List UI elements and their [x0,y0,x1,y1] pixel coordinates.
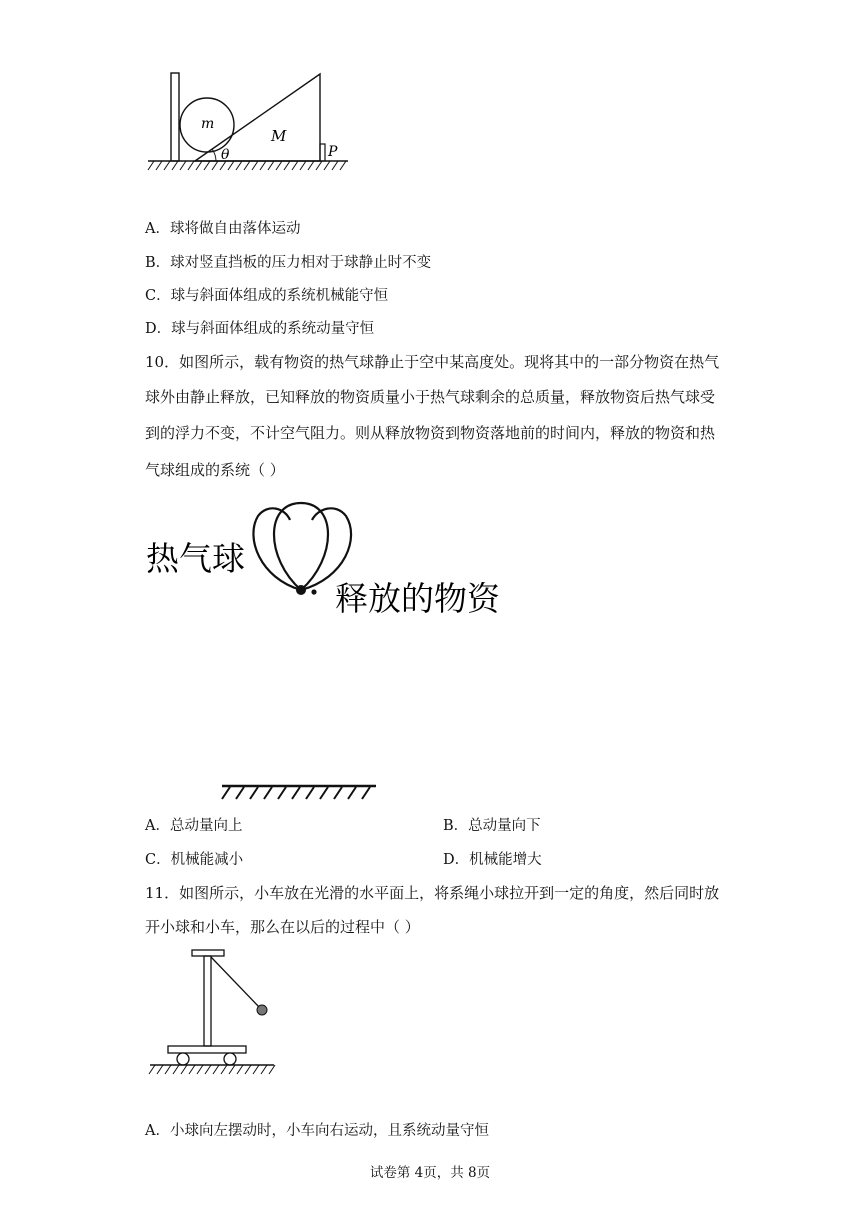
label-P: P [328,144,338,160]
q10-option-b-text: 总动量向下 [468,818,541,834]
q10-stem-line-4: 气球组成的系统（ ） [145,461,285,479]
balloon-center-lobe [274,503,328,590]
q10-ground-hatch [222,787,370,799]
q10-option-c-letter: C． [145,852,171,868]
q11-stem-line-2: 开小球和小车，那么在以后的过程中（ ） [145,918,420,936]
block-p [320,144,325,161]
q9-option-d-text: 球与斜面体组成的系统动量守恒 [171,321,375,337]
q10-option-b [443,816,541,836]
q9-option-a [145,219,300,239]
q11-stem-line-1: 11．如图所示，小车放在光滑的水平面上，将系绳小球拉开到一定的角度，然后同时放 [145,884,720,902]
label-m: m [201,116,215,132]
q10-option-c [145,850,243,870]
page-footer: 试卷第 4页，共 8页 [369,1165,491,1181]
pendulum-top-bar [192,950,224,956]
q9-option-c-letter: C． [145,288,171,304]
q10-option-d-letter: D． [443,852,470,868]
q10-option-a-letter: A． [145,818,170,834]
q9-option-c-text: 球与斜面体组成的系统机械能守恒 [170,288,389,304]
pendulum-ball [257,1005,267,1015]
cart-wheel-right [224,1053,236,1065]
vertical-wall [171,73,179,161]
q10-stem-line-1: 10．如图所示，载有物资的热气球静止于空中某高度处。现将其中的一部分物资在热气 [145,353,720,371]
cart-wheel-left [177,1053,189,1065]
q10-stem-line-3: 到的浮力不变，不计空气阻力。则从释放物资到物资落地前的时间内，释放的物资和热 [145,424,716,442]
q9-option-a-text: 球将做自由落体运动 [169,221,301,237]
q10-option-a [145,816,242,836]
balloon-basket [296,585,306,595]
q9-option-b-letter: B． [145,255,171,271]
q9-option-a-letter: A． [145,221,170,237]
figure-hot-air-balloon [140,498,520,808]
q9-option-d [145,319,374,339]
label-theta: θ [221,147,230,163]
cargo-label: 释放的物资 [335,579,500,618]
q11-option-a-text: 小球向左摆动时，小车向右运动，且系统动量守恒 [169,1123,489,1139]
q10-option-a-text: 总动量向上 [169,818,243,834]
label-M: M [271,127,287,145]
q9-option-c [145,286,388,306]
q11-option-a [145,1121,489,1141]
q10-option-b-letter: B． [443,818,469,834]
figure-ball-wedge [140,65,365,180]
pendulum-string [211,957,260,1008]
q10-stem-line-2: 球外由静止释放，已知释放的物资质量小于热气球剩余的总质量，释放物资后热气球受 [145,388,716,406]
pendulum-post [204,956,211,1046]
figure-pendulum-cart [140,945,300,1080]
q10-option-d [443,850,542,870]
q10-option-c-text: 机械能减小 [170,852,244,868]
q10-option-d-text: 机械能增大 [469,852,542,868]
q9-option-b-text: 球对竖直挡板的压力相对于球静止时不变 [170,255,432,271]
balloon-label: 热气球 [146,539,245,578]
q9-option-d-letter: D． [145,321,172,337]
q11-option-a-letter: A． [145,1123,170,1139]
q11-ground-hatch [149,1065,275,1074]
cart-base [168,1046,246,1053]
q9-option-b [145,253,431,273]
ground-hatch [148,161,346,170]
released-cargo [311,589,316,594]
